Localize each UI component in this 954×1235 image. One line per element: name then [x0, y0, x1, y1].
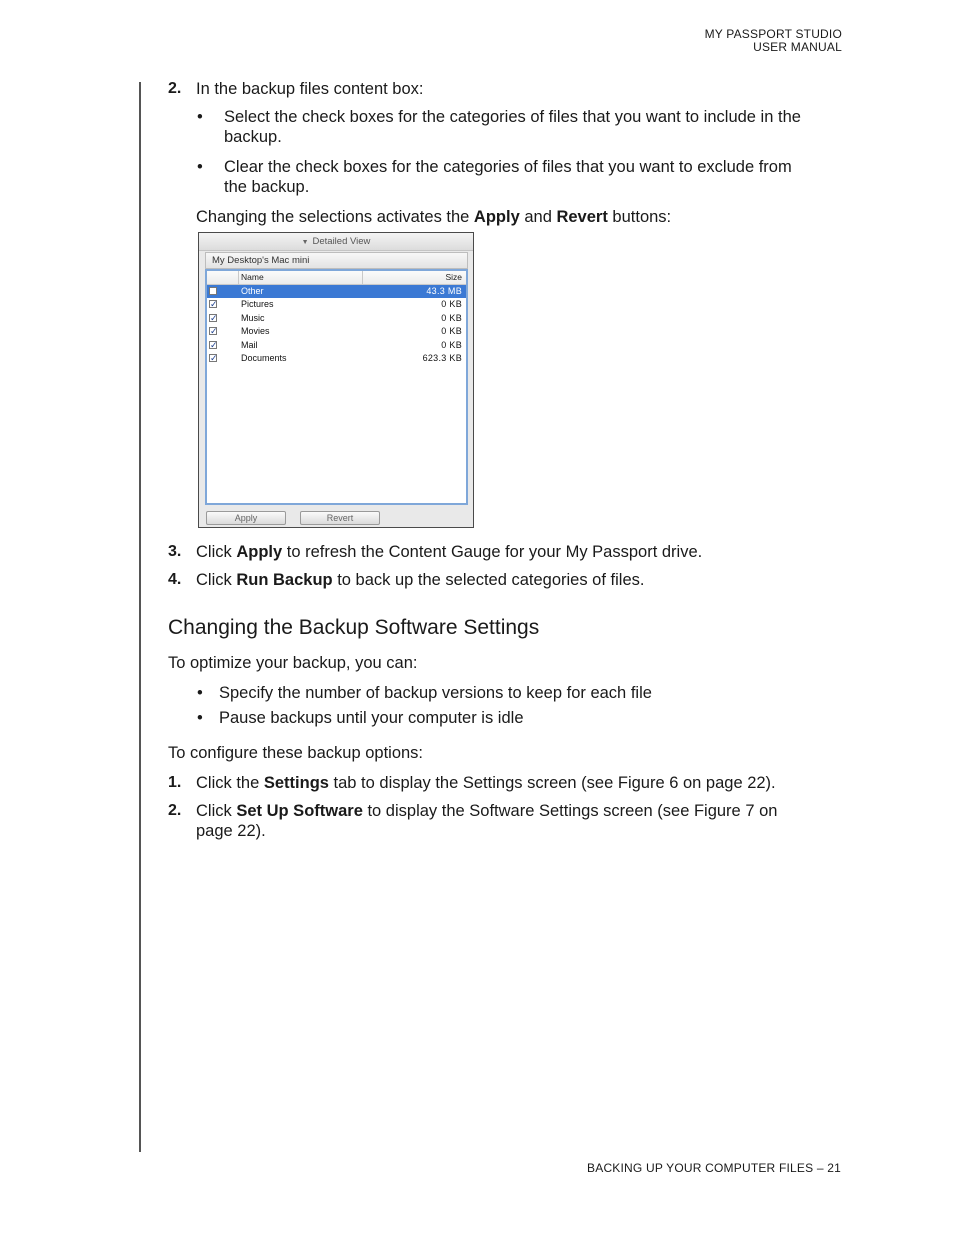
running-header [705, 28, 842, 54]
category-name: Documents [241, 353, 287, 363]
intro-text: To optimize your backup, you can: [168, 654, 418, 672]
category-size: 0 KB [441, 339, 462, 350]
category-checkbox[interactable] [209, 287, 217, 295]
margin-rule [139, 82, 141, 1152]
category-size: 623.3 KB [422, 353, 462, 363]
bullet-text: Select the check boxes for the categories of files that you want to include in the backup. [224, 108, 801, 146]
bullet-text: Clear the check boxes for the categories of files that you want to exclude from the backup. [224, 158, 792, 196]
disclosure-triangle-icon: ▼ [301, 239, 309, 246]
bullet-glyph: • [197, 158, 203, 176]
column-size-header[interactable]: Size [445, 272, 462, 282]
category-checkbox[interactable]: ✓ [210, 312, 218, 323]
step-number: 4. [168, 571, 182, 588]
step-text: Click Set Up Software to display the Software Settings screen (see Figure 7 on page 22). [196, 802, 778, 840]
category-size: 0 KB [441, 326, 462, 337]
step-text: Click Apply to refresh the Content Gauge for your My Passport drive. [196, 543, 703, 561]
apply-button[interactable]: Apply [206, 511, 286, 525]
category-checkbox[interactable]: ✓ [210, 326, 218, 337]
bullet-glyph: • [197, 709, 203, 727]
bullet-glyph: • [197, 108, 203, 126]
list-item[interactable] [207, 312, 466, 325]
step-number: 1. [168, 774, 182, 791]
figure-intro: Changing the selections activates the Apply and Revert buttons: [196, 208, 672, 226]
category-name: Mail [241, 339, 258, 350]
category-size: 0 KB [441, 312, 462, 323]
category-checkbox[interactable]: ✓ [210, 299, 218, 310]
list-item[interactable] [207, 325, 466, 338]
step-number: 2. [168, 80, 182, 97]
category-checkbox[interactable]: ✓ [210, 339, 218, 350]
category-size: 43.3 MB [426, 286, 462, 296]
step-text: Click Run Backup to back up the selected categories of files. [196, 571, 645, 589]
category-name: Pictures [241, 299, 274, 310]
header-doc-type: USER MANUAL [753, 40, 842, 54]
list-item[interactable] [207, 285, 466, 298]
computer-name: My Desktop's Mac mini [205, 252, 468, 269]
header-product: MY PASSPORT STUDIO [704, 27, 842, 41]
section-heading: Changing the Backup Software Settings [168, 616, 540, 639]
backup-content-list [205, 269, 468, 505]
option-item: Specify the number of backup versions to keep for each file [219, 684, 652, 702]
option-item: Pause backups until your computer is idle [219, 709, 524, 727]
detailed-view-toggle[interactable]: ▼ Detailed View [199, 233, 473, 251]
page-footer: BACKING UP YOUR COMPUTER FILES – 21 [587, 1161, 841, 1175]
step-text: In the backup files content box: [196, 80, 424, 98]
category-size: 0 KB [441, 299, 462, 310]
list-item[interactable] [207, 298, 466, 311]
category-name: Music [241, 312, 265, 323]
list-item[interactable] [207, 339, 466, 352]
category-checkbox[interactable]: ✓ [210, 353, 218, 363]
list-item[interactable] [207, 352, 466, 365]
step-number: 3. [168, 543, 182, 560]
bullet-glyph: • [197, 684, 203, 702]
step-number: 2. [168, 802, 182, 819]
category-name: Other [241, 286, 264, 296]
revert-button[interactable]: Revert [300, 511, 380, 525]
detailed-view-screenshot [198, 232, 474, 528]
category-name: Movies [241, 326, 270, 337]
column-name-header[interactable]: Name [241, 272, 264, 282]
list-header [207, 271, 466, 285]
step-text: Click the Settings tab to display the Settings screen (see Figure 6 on page 22). [196, 774, 776, 792]
configure-text: To configure these backup options: [168, 744, 424, 762]
